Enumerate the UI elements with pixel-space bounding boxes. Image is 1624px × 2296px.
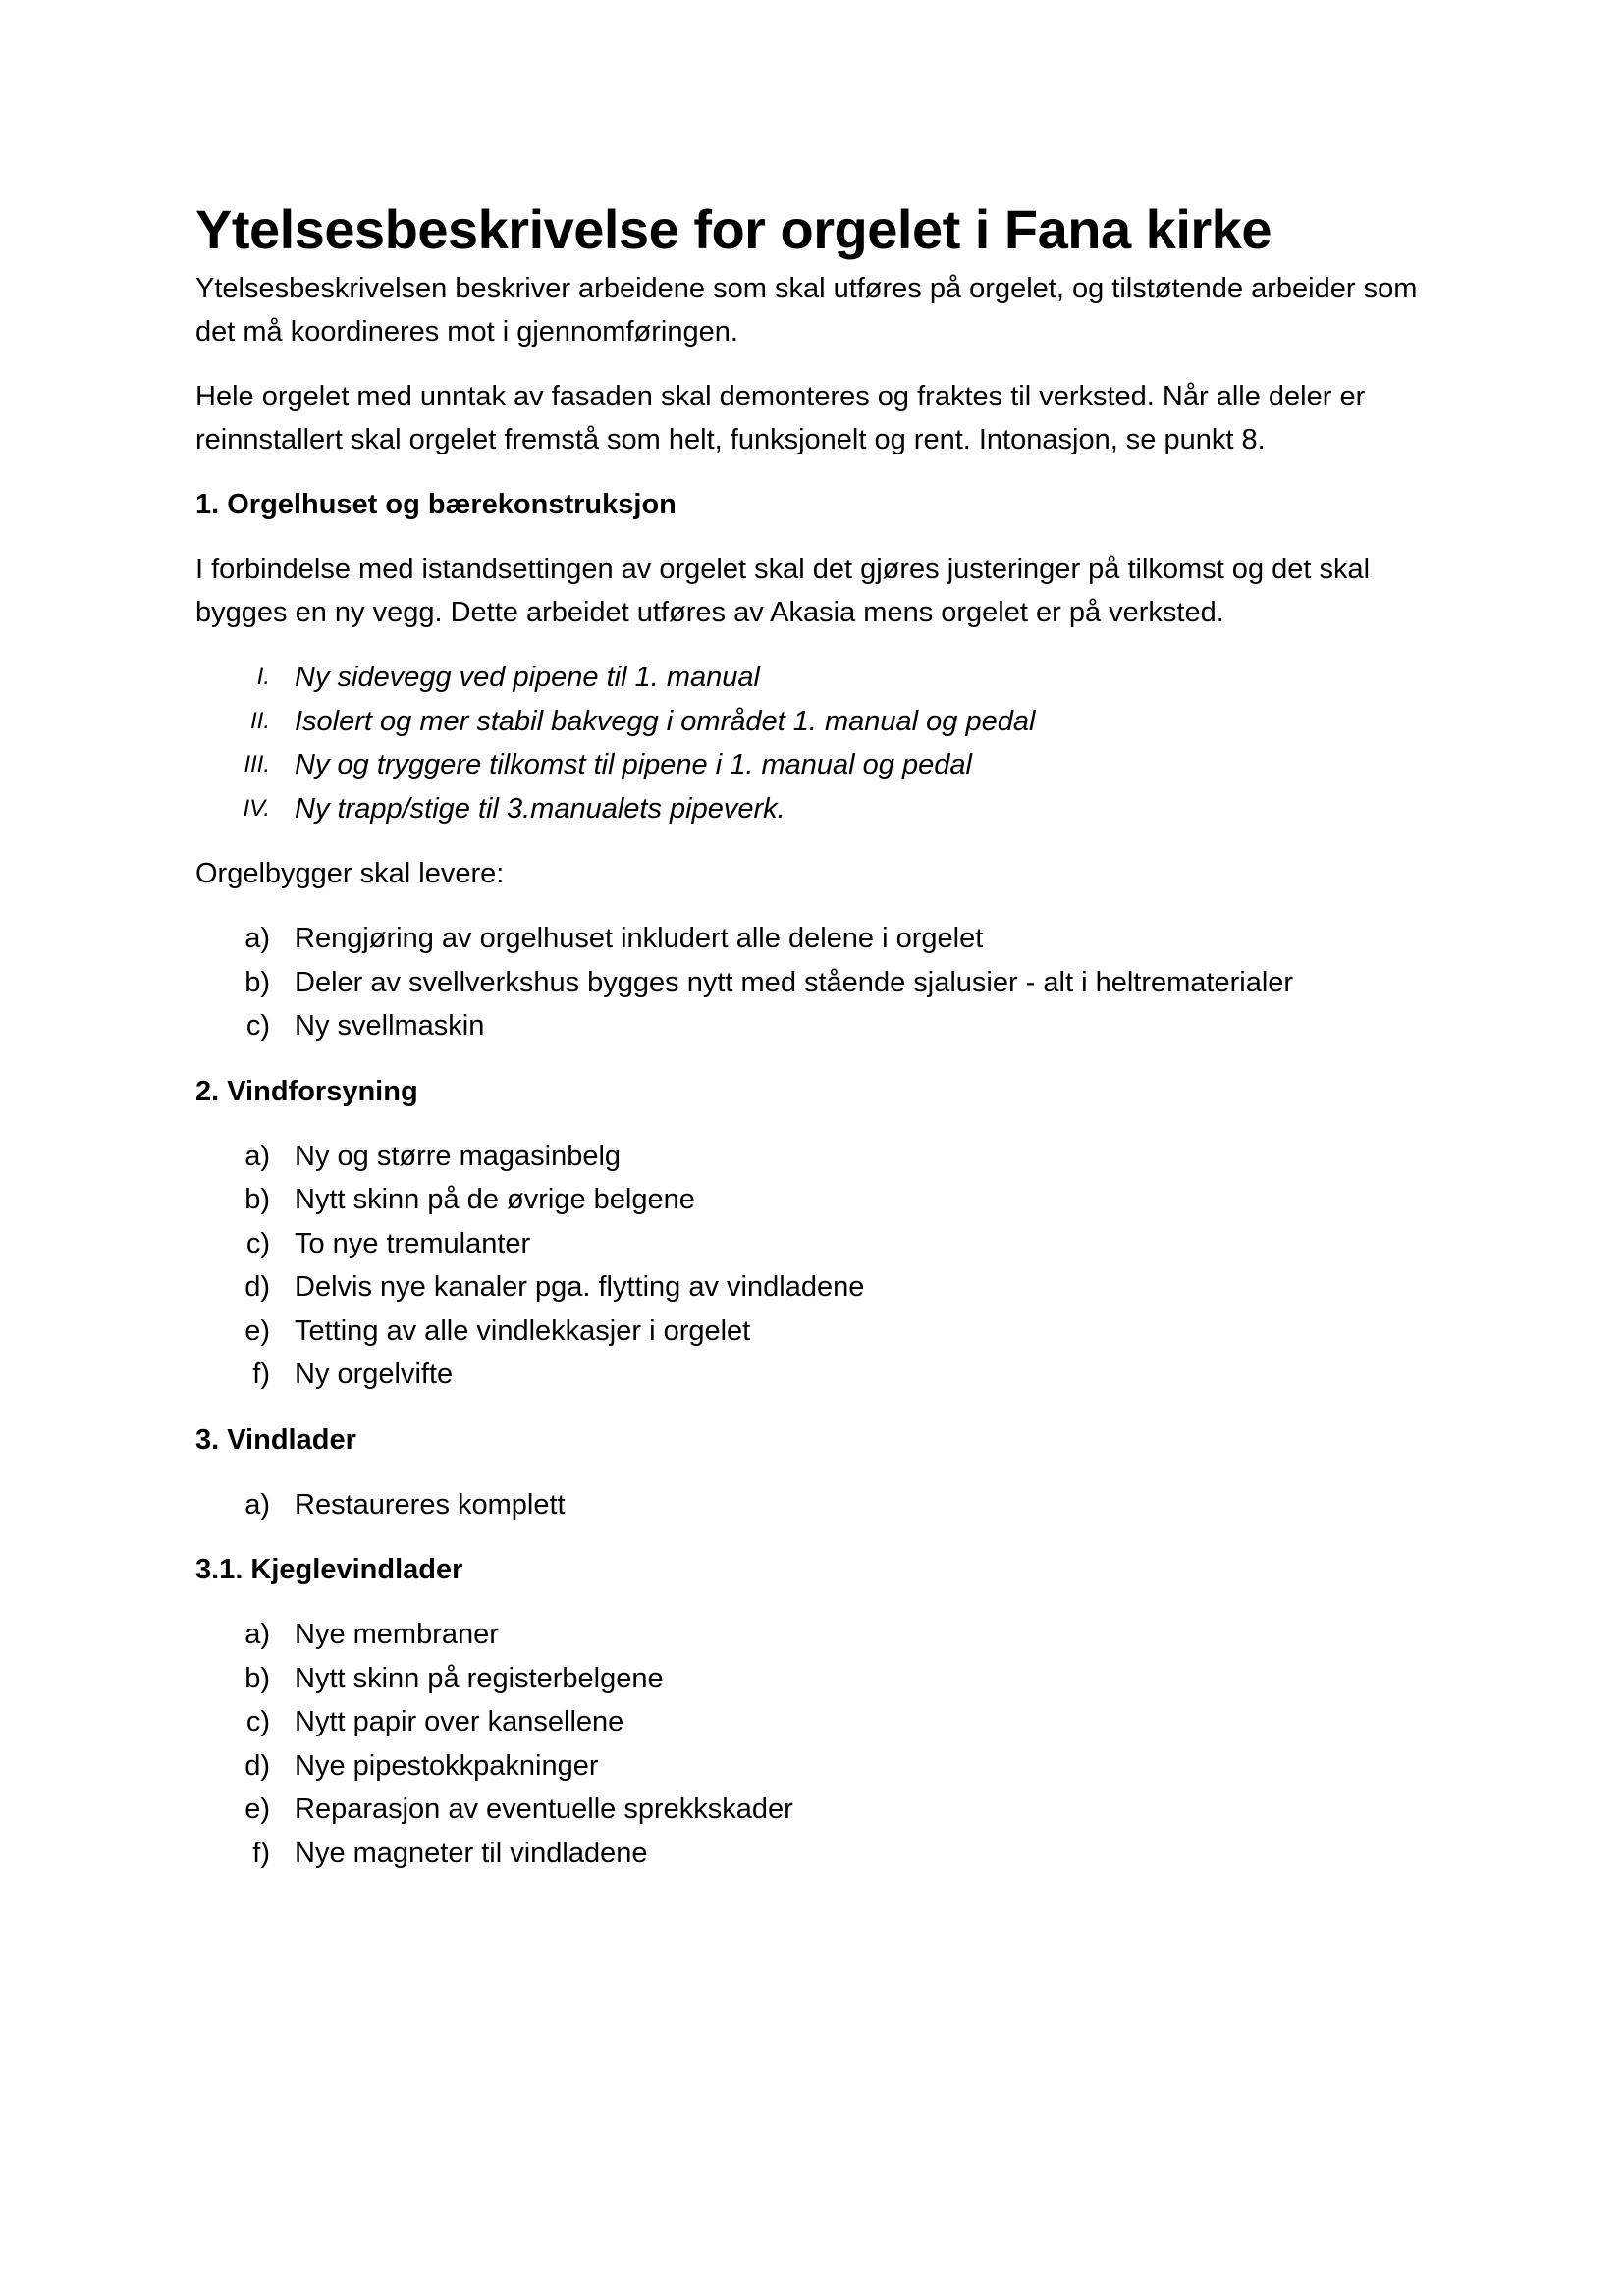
section-1-heading: 1. Orgelhuset og bærekonstruksjon [195, 489, 677, 520]
list-item-text: Reparasjon av eventuelle sprekkskader [295, 1793, 793, 1825]
list-item-text: Nye magneter til vindladene [295, 1837, 648, 1869]
list-item [195, 700, 1462, 744]
list-marker: II. [249, 707, 270, 734]
list-item-text: Ny orgelvifte [295, 1359, 454, 1390]
list-item [195, 1657, 1462, 1701]
list-item [195, 1613, 1462, 1657]
list-marker: a) [244, 1619, 270, 1650]
list-item [195, 787, 1462, 831]
list-item [195, 1483, 1462, 1527]
list-item-text: Nye pipestokkpakninger [295, 1749, 599, 1782]
list-item-text: Ny svellmaskin [295, 1010, 485, 1041]
list-item-text: Deler av svellverkshus bygges nytt med stående sjalusier - alt i heltrematerialer [295, 966, 1294, 998]
list-item-text: Isolert og mer stabil bakvegg i området 1. manual og pedal [295, 705, 1036, 737]
list-item [195, 656, 1462, 700]
list-item [195, 1265, 1462, 1309]
list-item [195, 1178, 1462, 1222]
list-marker: d) [244, 1271, 270, 1303]
list-item [195, 917, 1462, 961]
list-marker: a) [244, 1140, 270, 1172]
list-item [195, 1744, 1462, 1789]
section-1-text: I forbindelse med istandsettingen av orgelet skal det gjøres justeringer på tilkomst og det skal bygges en ny vegg. Dette arbeidet utføres av Akasia mens orgelet er på verksted. [195, 554, 1371, 628]
list-item-text: Nytt skinn på de øvrige belgene [295, 1184, 695, 1215]
list-marker: f) [252, 1359, 270, 1390]
list-marker: I. [256, 664, 270, 690]
list-item [195, 1309, 1462, 1354]
list-item-text: To nye tremulanter [295, 1227, 531, 1259]
section-2-list [195, 1135, 1462, 1397]
list-item-text: Rengjøring av orgelhuset inkludert alle delene i orgelet [295, 923, 984, 954]
list-marker: e) [244, 1314, 270, 1347]
list-item [195, 743, 1462, 787]
list-item [195, 1788, 1462, 1832]
section-3-heading: 3. Vindlader [195, 1423, 356, 1456]
list-item-text: Nytt skinn på registerbelgene [295, 1662, 664, 1694]
list-item [195, 1353, 1462, 1397]
intro-paragraph-2: Hele orgelet med unntak av fasaden skal demonteres og fraktes til verksted. Når alle deler er reinnstallert skal orgelet fremstå som helt, funksjonelt og rent. Intonasjon, se punkt 8. [195, 381, 1366, 455]
section-1-roman-list [195, 656, 1462, 830]
list-item-text: Ny og tryggere tilkomst til pipene i 1. manual og pedal [295, 749, 972, 780]
section-1-deliver-list [195, 917, 1462, 1048]
list-item [195, 1832, 1462, 1876]
list-marker: c) [245, 1706, 270, 1737]
list-marker: a) [244, 1488, 270, 1521]
section-3-list [195, 1483, 1462, 1527]
list-marker: d) [244, 1749, 270, 1782]
list-marker: III. [244, 751, 270, 777]
document-title: Ytelsesbeskrivelse for orgelet i Fana kirke [195, 198, 1272, 260]
list-item [195, 1004, 1462, 1048]
section-3-1-heading: 3.1. Kjeglevindlader [195, 1554, 463, 1585]
list-item [195, 1135, 1462, 1179]
list-item-text: Nye membraner [295, 1619, 499, 1650]
document-page [195, 196, 1462, 1896]
list-marker: f) [252, 1837, 270, 1869]
section-3-1-list [195, 1613, 1462, 1875]
list-item-text: Restaureres komplett [295, 1488, 566, 1521]
intro-paragraph-1: Ytelsesbeskrivelsen beskriver arbeidene som skal utføres på orgelet, og tilstøtende arbeider som det må koordineres mot i gjennomføringen. [195, 273, 1418, 347]
list-marker: b) [244, 966, 270, 998]
list-marker: a) [244, 923, 270, 954]
list-item-text: Tetting av alle vindlekkasjer i orgelet [295, 1314, 751, 1347]
list-item-text: Nytt papir over kansellene [295, 1706, 624, 1737]
list-item-text: Ny trapp/stige til 3.manualets pipeverk. [295, 792, 785, 825]
deliver-label: Orgelbygger skal levere: [195, 858, 505, 889]
list-item-text: Ny sidevegg ved pipene til 1. manual [295, 662, 760, 693]
section-2-heading: 2. Vindforsyning [195, 1075, 418, 1107]
list-marker: b) [244, 1184, 270, 1215]
list-item [195, 1222, 1462, 1266]
list-item-text: Delvis nye kanaler pga. flytting av vindladene [295, 1271, 865, 1303]
list-marker: c) [245, 1227, 270, 1259]
list-marker: b) [244, 1662, 270, 1694]
list-marker: c) [245, 1010, 270, 1041]
list-marker: IV. [243, 794, 270, 822]
list-marker: e) [244, 1793, 270, 1825]
list-item-text: Ny og større magasinbelg [295, 1140, 622, 1172]
list-item [195, 1700, 1462, 1744]
list-item [195, 961, 1462, 1005]
